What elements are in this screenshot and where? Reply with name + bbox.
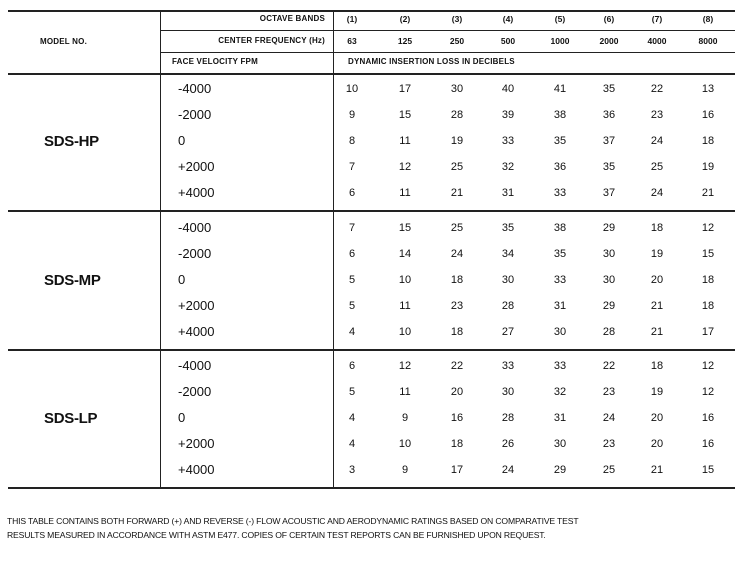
insertion-loss-cell: 6 bbox=[348, 248, 356, 260]
insertion-loss-cell: 19 bbox=[450, 135, 464, 147]
model-no-header: MODEL NO. bbox=[40, 37, 87, 46]
insertion-loss-cell: 3 bbox=[348, 464, 356, 476]
model-name: SDS-MP bbox=[44, 272, 101, 289]
insertion-loss-cell: 41 bbox=[553, 83, 567, 95]
face-velocity-value: -2000 bbox=[178, 107, 212, 122]
insertion-loss-cell: 23 bbox=[602, 386, 616, 398]
insertion-loss-cell: 12 bbox=[701, 360, 715, 372]
insertion-loss-cell: 18 bbox=[701, 300, 715, 312]
octave-bands-header: OCTAVE BANDS bbox=[259, 14, 325, 23]
insertion-loss-cell: 11 bbox=[399, 135, 411, 147]
insertion-loss-cell: 23 bbox=[650, 109, 664, 121]
insertion-loss-cell: 18 bbox=[701, 135, 715, 147]
insertion-loss-cell: 37 bbox=[602, 135, 616, 147]
insertion-loss-cell: 33 bbox=[501, 360, 515, 372]
insertion-loss-cell: 34 bbox=[501, 248, 515, 260]
insertion-loss-cell: 22 bbox=[450, 360, 464, 372]
insertion-loss-cell: 27 bbox=[501, 326, 515, 338]
insertion-loss-cell: 30 bbox=[450, 83, 464, 95]
insertion-loss-cell: 15 bbox=[398, 222, 412, 234]
insertion-loss-cell: 7 bbox=[348, 222, 356, 234]
insertion-loss-cell: 10 bbox=[398, 326, 412, 338]
insertion-loss-cell: 28 bbox=[602, 326, 616, 338]
insertion-loss-cell: 35 bbox=[501, 222, 515, 234]
insertion-loss-cell: 28 bbox=[501, 300, 515, 312]
insertion-loss-cell: 21 bbox=[650, 464, 664, 476]
face-velocity-value: +2000 bbox=[178, 159, 215, 174]
insertion-loss-cell: 12 bbox=[398, 161, 412, 173]
insertion-loss-cell: 17 bbox=[450, 464, 464, 476]
insertion-loss-cell: 16 bbox=[701, 109, 715, 121]
insertion-loss-cell: 5 bbox=[348, 274, 356, 286]
insertion-loss-cell: 15 bbox=[701, 248, 715, 260]
insertion-loss-cell: 21 bbox=[450, 187, 464, 199]
center-frequency-label: 8000 bbox=[698, 36, 718, 46]
face-velocity-header: FACE VELOCITY FPM bbox=[172, 57, 258, 66]
octave-band-label: (7) bbox=[651, 14, 663, 24]
dynamic-insertion-loss-header: DYNAMIC INSERTION LOSS IN DECIBELS bbox=[348, 57, 515, 66]
insertion-loss-cell: 29 bbox=[602, 300, 616, 312]
insertion-loss-cell: 24 bbox=[650, 187, 664, 199]
octave-band-label: (5) bbox=[554, 14, 566, 24]
insertion-loss-cell: 33 bbox=[553, 187, 567, 199]
insertion-loss-cell: 19 bbox=[701, 161, 715, 173]
group-rule-2 bbox=[8, 349, 735, 351]
insertion-loss-cell: 4 bbox=[348, 438, 356, 450]
insertion-loss-cell: 9 bbox=[401, 464, 409, 476]
insertion-loss-cell: 11 bbox=[399, 187, 411, 199]
insertion-loss-cell: 36 bbox=[602, 109, 616, 121]
group-rule-1 bbox=[8, 210, 735, 212]
insertion-loss-cell: 24 bbox=[501, 464, 515, 476]
insertion-loss-cell: 31 bbox=[553, 300, 567, 312]
insertion-loss-cell: 25 bbox=[450, 161, 464, 173]
insertion-loss-cell: 12 bbox=[701, 386, 715, 398]
insertion-loss-cell: 4 bbox=[348, 326, 356, 338]
insertion-loss-cell: 12 bbox=[398, 360, 412, 372]
insertion-loss-cell: 20 bbox=[650, 274, 664, 286]
insertion-loss-cell: 16 bbox=[450, 412, 464, 424]
insertion-loss-cell: 10 bbox=[398, 274, 412, 286]
insertion-loss-cell: 25 bbox=[650, 161, 664, 173]
insertion-loss-cell: 18 bbox=[650, 222, 664, 234]
center-frequency-label: 63 bbox=[347, 36, 357, 46]
center-frequency-label: 2000 bbox=[599, 36, 619, 46]
insertion-loss-cell: 7 bbox=[348, 161, 356, 173]
model-name: SDS-HP bbox=[44, 133, 99, 150]
insertion-loss-cell: 8 bbox=[348, 135, 356, 147]
insertion-loss-cell: 35 bbox=[553, 135, 567, 147]
insertion-loss-cell: 30 bbox=[602, 248, 616, 260]
insertion-loss-cell: 20 bbox=[450, 386, 464, 398]
insertion-loss-cell: 24 bbox=[602, 412, 616, 424]
insertion-loss-cell: 23 bbox=[450, 300, 464, 312]
insertion-loss-cell: 26 bbox=[501, 438, 515, 450]
insertion-loss-cell: 6 bbox=[348, 187, 356, 199]
insertion-loss-cell: 35 bbox=[602, 161, 616, 173]
table-bottom-rule bbox=[8, 487, 735, 489]
insertion-loss-cell: 5 bbox=[348, 386, 356, 398]
insertion-loss-cell: 21 bbox=[650, 326, 664, 338]
insertion-loss-cell: 32 bbox=[501, 161, 515, 173]
insertion-loss-cell: 12 bbox=[701, 222, 715, 234]
insertion-loss-cell: 33 bbox=[553, 274, 567, 286]
octave-band-label: (1) bbox=[346, 14, 358, 24]
center-frequency-label: 500 bbox=[500, 36, 516, 46]
model-name: SDS-LP bbox=[44, 410, 98, 427]
octave-band-label: (6) bbox=[603, 14, 615, 24]
face-velocity-value: +2000 bbox=[178, 298, 215, 313]
insertion-loss-cell: 37 bbox=[602, 187, 616, 199]
insertion-loss-cell: 28 bbox=[450, 109, 464, 121]
face-velocity-value: +4000 bbox=[178, 324, 215, 339]
insertion-loss-cell: 21 bbox=[701, 187, 715, 199]
insertion-loss-cell: 15 bbox=[701, 464, 715, 476]
insertion-loss-cell: 25 bbox=[602, 464, 616, 476]
insertion-loss-cell: 5 bbox=[348, 300, 356, 312]
center-frequency-label: 1000 bbox=[550, 36, 570, 46]
insertion-loss-cell: 20 bbox=[650, 438, 664, 450]
insertion-loss-cell: 4 bbox=[348, 412, 356, 424]
footnote-line-2: RESULTS MEASURED IN ACCORDANCE WITH ASTM E477. COPIES OF CERTAIN TEST REPORTS CAN BE FURNISHED UPON REQUEST. bbox=[7, 530, 546, 540]
center-frequency-label: 4000 bbox=[647, 36, 667, 46]
center-frequency-label: 250 bbox=[449, 36, 465, 46]
insertion-loss-cell: 19 bbox=[650, 248, 664, 260]
insertion-loss-cell: 32 bbox=[553, 386, 567, 398]
face-velocity-value: 0 bbox=[178, 272, 186, 287]
insertion-loss-cell: 31 bbox=[501, 187, 515, 199]
insertion-loss-cell: 22 bbox=[650, 83, 664, 95]
insertion-loss-cell: 13 bbox=[701, 83, 715, 95]
insertion-loss-cell: 30 bbox=[602, 274, 616, 286]
insertion-loss-cell: 16 bbox=[701, 412, 715, 424]
insertion-loss-cell: 24 bbox=[450, 248, 464, 260]
center-frequency-label: 125 bbox=[397, 36, 413, 46]
octave-band-label: (4) bbox=[502, 14, 514, 24]
insertion-loss-cell: 30 bbox=[501, 386, 515, 398]
face-velocity-value: -2000 bbox=[178, 384, 212, 399]
insertion-loss-cell: 33 bbox=[553, 360, 567, 372]
insertion-loss-cell: 17 bbox=[701, 326, 715, 338]
octave-band-label: (3) bbox=[451, 14, 463, 24]
insertion-loss-cell: 10 bbox=[398, 438, 412, 450]
insertion-loss-cell: 40 bbox=[501, 83, 515, 95]
face-velocity-value: -4000 bbox=[178, 358, 212, 373]
insertion-loss-cell: 10 bbox=[345, 83, 359, 95]
insertion-loss-cell: 29 bbox=[602, 222, 616, 234]
face-velocity-value: -2000 bbox=[178, 246, 212, 261]
insertion-loss-cell: 36 bbox=[553, 161, 567, 173]
face-velocity-value: 0 bbox=[178, 410, 186, 425]
insertion-loss-cell: 38 bbox=[553, 109, 567, 121]
insertion-loss-cell: 16 bbox=[701, 438, 715, 450]
header-rule-2 bbox=[160, 52, 735, 53]
face-velocity-value: 0 bbox=[178, 133, 186, 148]
octave-band-label: (2) bbox=[399, 14, 411, 24]
insertion-loss-cell: 17 bbox=[398, 83, 412, 95]
insertion-loss-cell: 30 bbox=[501, 274, 515, 286]
header-bottom-rule bbox=[8, 73, 735, 75]
insertion-loss-cell: 14 bbox=[398, 248, 412, 260]
insertion-loss-cell: 11 bbox=[399, 386, 411, 398]
insertion-loss-cell: 6 bbox=[348, 360, 356, 372]
insertion-loss-cell: 9 bbox=[401, 412, 409, 424]
octave-band-label: (8) bbox=[702, 14, 714, 24]
insertion-loss-cell: 30 bbox=[553, 326, 567, 338]
insertion-loss-cell: 11 bbox=[399, 300, 411, 312]
insertion-loss-cell: 21 bbox=[650, 300, 664, 312]
insertion-loss-cell: 30 bbox=[553, 438, 567, 450]
insertion-loss-cell: 19 bbox=[650, 386, 664, 398]
center-frequency-header: CENTER FREQUENCY (Hz) bbox=[218, 36, 325, 45]
header-rule-1 bbox=[160, 30, 735, 31]
insertion-loss-cell: 23 bbox=[602, 438, 616, 450]
insertion-loss-cell: 31 bbox=[553, 412, 567, 424]
insertion-loss-cell: 38 bbox=[553, 222, 567, 234]
insertion-loss-cell: 24 bbox=[650, 135, 664, 147]
insertion-loss-cell: 25 bbox=[450, 222, 464, 234]
insertion-loss-cell: 35 bbox=[553, 248, 567, 260]
insertion-loss-cell: 9 bbox=[348, 109, 356, 121]
face-velocity-value: +4000 bbox=[178, 462, 215, 477]
insertion-loss-cell: 18 bbox=[650, 360, 664, 372]
face-velocity-value: -4000 bbox=[178, 81, 212, 96]
insertion-loss-cell: 18 bbox=[450, 326, 464, 338]
face-velocity-value: +4000 bbox=[178, 185, 215, 200]
insertion-loss-cell: 29 bbox=[553, 464, 567, 476]
model-column-divider bbox=[160, 10, 161, 488]
insertion-loss-cell: 22 bbox=[602, 360, 616, 372]
table-top-rule bbox=[8, 10, 735, 12]
insertion-loss-cell: 18 bbox=[450, 438, 464, 450]
insertion-loss-cell: 18 bbox=[450, 274, 464, 286]
insertion-loss-cell: 33 bbox=[501, 135, 515, 147]
insertion-loss-cell: 20 bbox=[650, 412, 664, 424]
insertion-loss-cell: 35 bbox=[602, 83, 616, 95]
insertion-loss-cell: 28 bbox=[501, 412, 515, 424]
insertion-loss-cell: 18 bbox=[701, 274, 715, 286]
face-velocity-value: -4000 bbox=[178, 220, 212, 235]
face-velocity-value: +2000 bbox=[178, 436, 215, 451]
insertion-loss-cell: 15 bbox=[398, 109, 412, 121]
footnote-line-1: THIS TABLE CONTAINS BOTH FORWARD (+) AND REVERSE (-) FLOW ACOUSTIC AND AERODYNAMIC RATINGS BASED ON COMPARATIVE TEST bbox=[7, 516, 579, 526]
insertion-loss-cell: 39 bbox=[501, 109, 515, 121]
